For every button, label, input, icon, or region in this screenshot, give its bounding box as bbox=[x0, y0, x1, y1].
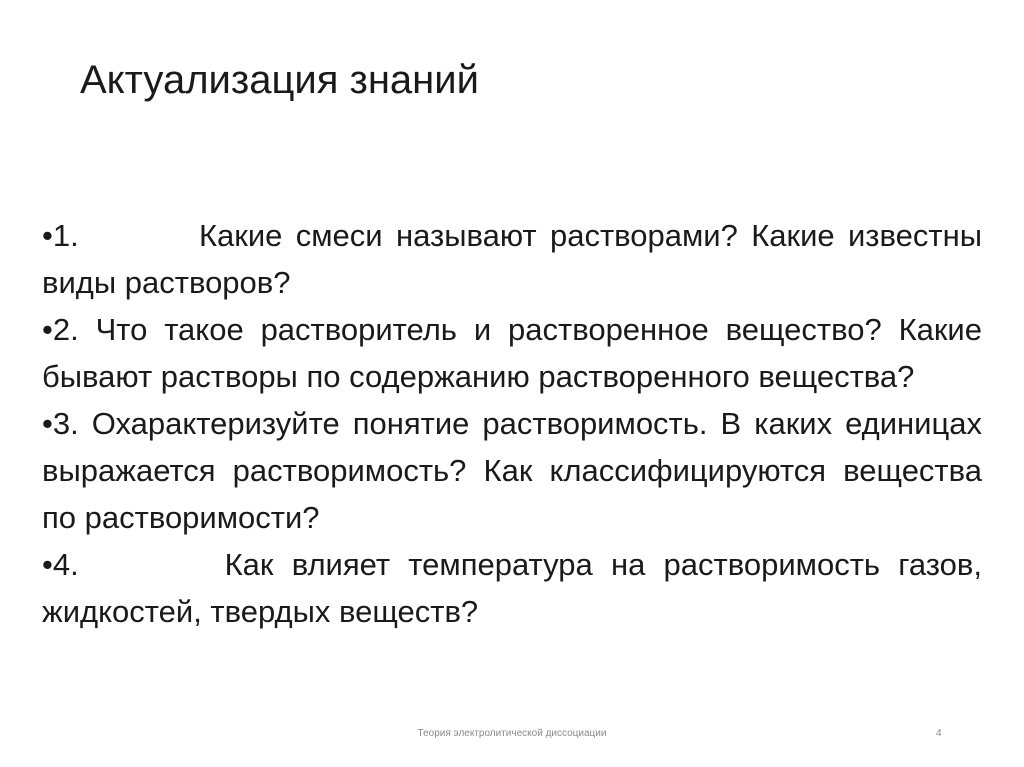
question-item-2 bbox=[42, 306, 982, 400]
question-item-4 bbox=[42, 541, 982, 635]
question-text-3: 3. Охарактеризуйте понятие растворимость. В каких единицах выражается растворимость? Как классифицируются вещества по растворимости? bbox=[42, 406, 982, 535]
question-item-1 bbox=[42, 212, 982, 306]
question-text-2: 2. Что такое растворитель и растворенное вещество? Какие бывают растворы по содержанию растворенного вещества? bbox=[42, 312, 982, 394]
bullet-icon: • bbox=[42, 406, 53, 441]
footer-caption: Теория электролитической диссоциации bbox=[417, 728, 607, 739]
bullet-icon: • bbox=[42, 312, 53, 347]
question-text-4: 4. Как влияет температура на растворимость газов, жидкостей, твердых веществ? bbox=[42, 547, 982, 629]
slide-title: Актуализация знаний bbox=[80, 58, 479, 102]
bullet-icon: • bbox=[42, 218, 53, 253]
question-list bbox=[42, 212, 982, 635]
question-text-1: 1. Какие смеси называют растворами? Какие известны виды растворов? bbox=[42, 218, 982, 300]
question-item-3 bbox=[42, 400, 982, 541]
bullet-icon: • bbox=[42, 547, 53, 582]
page-number: 4 bbox=[936, 728, 942, 739]
